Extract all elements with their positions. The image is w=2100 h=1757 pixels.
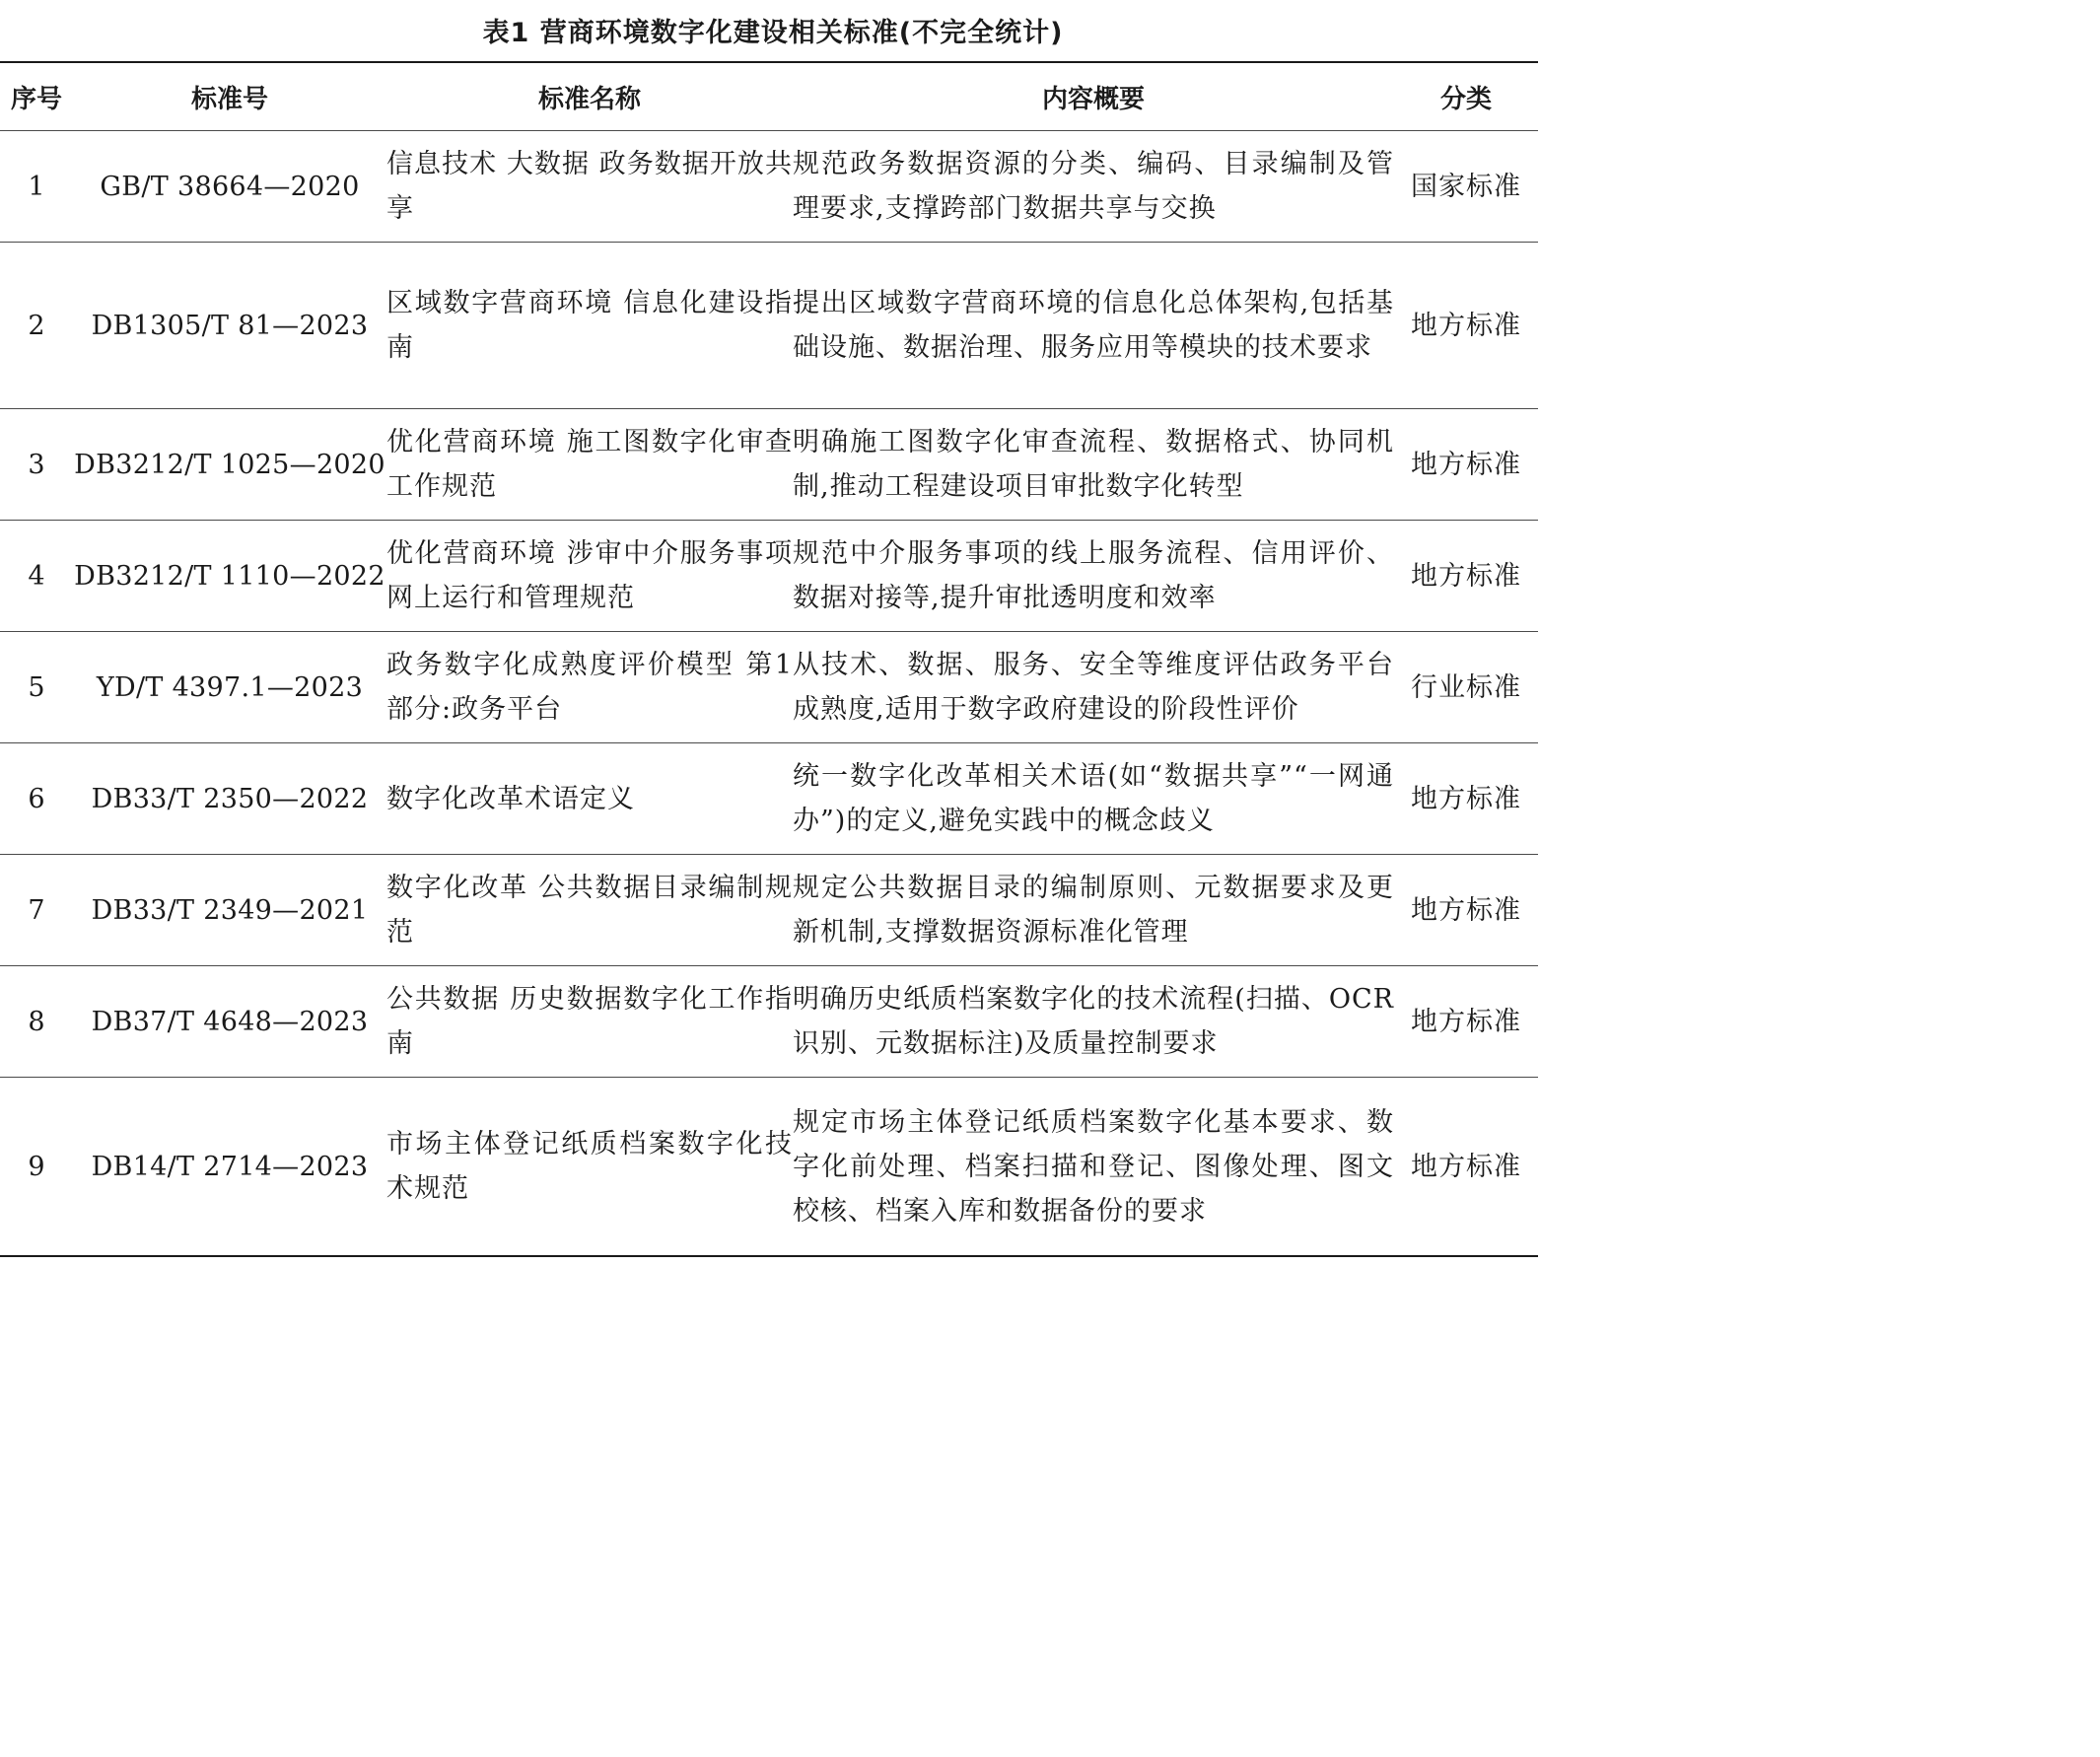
cell-name: 数字化改革术语定义 (386, 743, 793, 855)
table-row (0, 966, 1538, 1078)
header-code: 标准号 (73, 62, 386, 131)
cell-category: 地方标准 (1394, 521, 1538, 632)
table-row (0, 743, 1538, 855)
cell-no: 6 (0, 743, 73, 855)
header-name: 标准名称 (386, 62, 793, 131)
cell-name: 数字化改革 公共数据目录编制规范 (386, 855, 793, 966)
cell-name: 信息技术 大数据 政务数据开放共享 (386, 131, 793, 243)
table-caption: 表1 营商环境数字化建设相关标准(不完全统计) (482, 18, 1064, 48)
cell-summary: 统一数字化改革相关术语(如“数据共享”“一网通办”)的定义,避免实践中的概念歧义 (793, 743, 1394, 855)
cell-no: 9 (28, 1151, 45, 1182)
cell-no: 8 (0, 966, 73, 1078)
cell-name: 公共数据 历史数据数字化工作指南 (386, 966, 793, 1078)
cell-category: 国家标准 (1394, 131, 1538, 243)
cell-code: DB3212/T 1110—2022 (73, 521, 386, 632)
cell-no: 1 (0, 131, 73, 243)
cell-code: DB33/T 2349—2021 (73, 855, 386, 966)
cell-category: 地方标准 (1394, 966, 1538, 1078)
cell-no: 2 (0, 243, 73, 409)
table-row (0, 131, 1538, 243)
table-row (0, 1078, 1538, 1257)
cell-name: 优化营商环境 涉审中介服务事项网上运行和管理规范 (386, 521, 793, 632)
cell-category: 地方标准 (1394, 243, 1538, 409)
cell-no: 5 (0, 632, 73, 743)
cell-code: GB/T 38664—2020 (73, 131, 386, 243)
cell-category: 地方标准 (1394, 855, 1538, 966)
cell-no: 7 (0, 855, 73, 966)
cell-summary: 规定公共数据目录的编制原则、元数据要求及更新机制,支撑数据资源标准化管理 (793, 855, 1394, 966)
header-summary: 内容概要 (793, 62, 1394, 131)
table-row (0, 409, 1538, 521)
cell-summary: 提出区域数字营商环境的信息化总体架构,包括基础设施、数据治理、服务应用等模块的技术要求 (793, 243, 1394, 409)
cell-summary: 从技术、数据、服务、安全等维度评估政务平台成熟度,适用于数字政府建设的阶段性评价 (793, 632, 1394, 743)
cell-category: 地方标准 (1394, 409, 1538, 521)
cell-code: DB37/T 4648—2023 (73, 966, 386, 1078)
cell-name: 市场主体登记纸质档案数字化技术规范 (386, 1129, 793, 1204)
cell-category: 地方标准 (1411, 1151, 1521, 1182)
cell-summary: 明确历史纸质档案数字化的技术流程(扫描、OCR识别、元数据标注)及质量控制要求 (793, 966, 1394, 1078)
cell-no: 3 (0, 409, 73, 521)
cell-summary: 明确施工图数字化审查流程、数据格式、协同机制,推动工程建设项目审批数字化转型 (793, 409, 1394, 521)
cell-code: YD/T 4397.1—2023 (73, 632, 386, 743)
cell-summary: 规范政务数据资源的分类、编码、目录编制及管理要求,支撑跨部门数据共享与交换 (793, 131, 1394, 243)
cell-summary: 规范中介服务事项的线上服务流程、信用评价、数据对接等,提升审批透明度和效率 (793, 521, 1394, 632)
cell-name: 区域数字营商环境 信息化建设指南 (386, 243, 793, 409)
cell-no: 4 (0, 521, 73, 632)
header-no: 序号 (0, 62, 73, 131)
cell-category: 行业标准 (1394, 632, 1538, 743)
table-row (0, 632, 1538, 743)
standards-table (0, 61, 1538, 1257)
cell-code: DB1305/T 81—2023 (73, 243, 386, 409)
header-category: 分类 (1394, 62, 1538, 131)
header-row (0, 62, 1538, 131)
table-row (0, 243, 1538, 409)
cell-code: DB33/T 2350—2022 (73, 743, 386, 855)
table-row (0, 855, 1538, 966)
cell-code: DB3212/T 1025—2020 (73, 409, 386, 521)
table-row (0, 521, 1538, 632)
cell-name: 政务数字化成熟度评价模型 第1部分:政务平台 (386, 632, 793, 743)
cell-summary: 规定市场主体登记纸质档案数字化基本要求、数字化前处理、档案扫描和登记、图像处理、图文校核、档案入库和数据备份的要求 (793, 1106, 1394, 1227)
cell-name: 优化营商环境 施工图数字化审查工作规范 (386, 409, 793, 521)
cell-category: 地方标准 (1394, 743, 1538, 855)
cell-code: DB14/T 2714—2023 (91, 1151, 369, 1182)
